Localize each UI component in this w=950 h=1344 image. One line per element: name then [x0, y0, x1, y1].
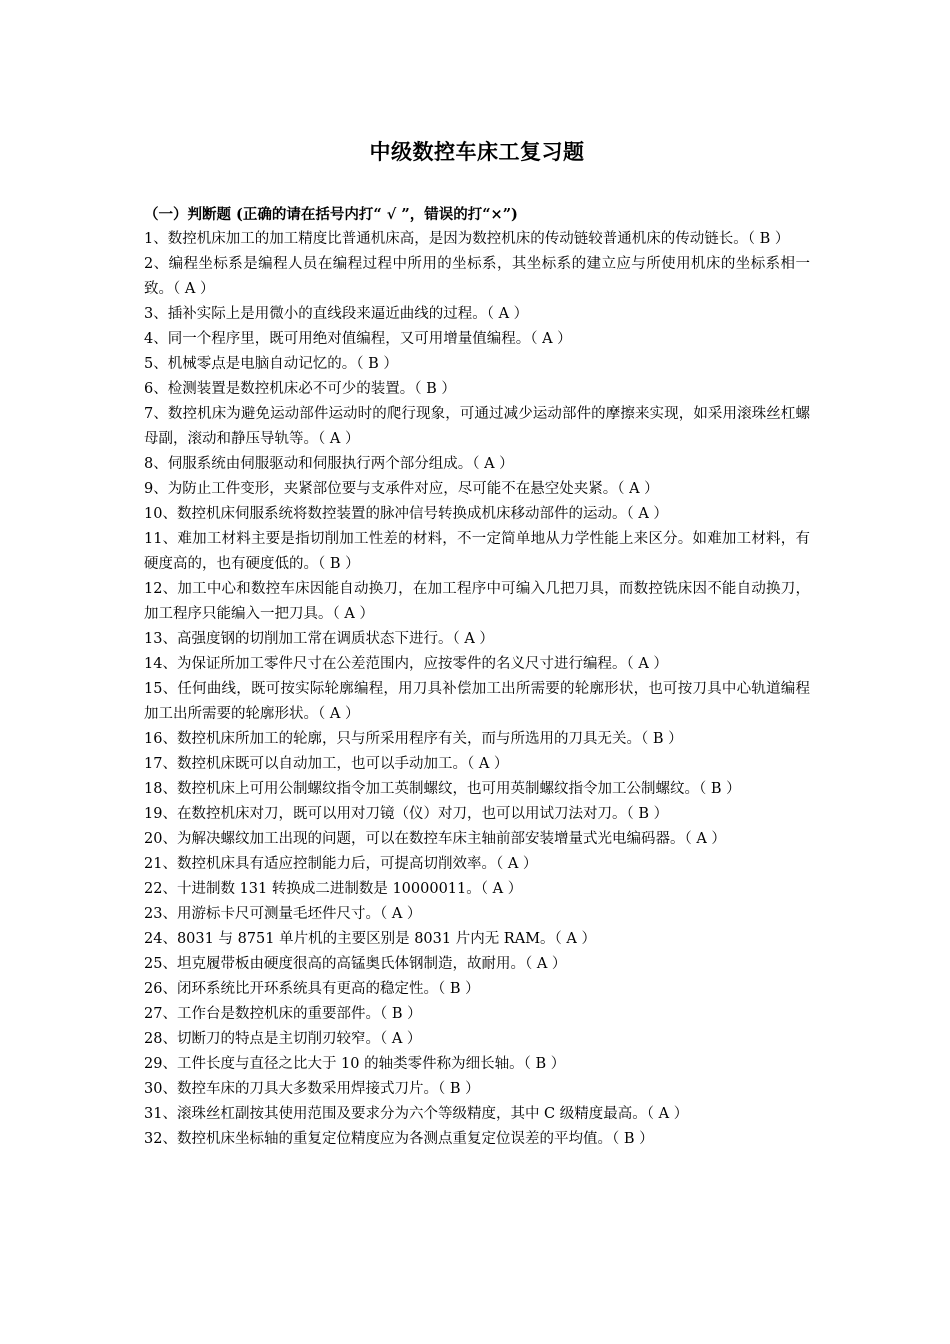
question-text: 24、8031 与 8751 单片机的主要区别是 8031 片内无 RAM。（ [144, 931, 562, 947]
question-answer: A [507, 856, 519, 872]
question-item [144, 777, 810, 802]
question-answer: A [566, 931, 577, 947]
question-text: 6、检测装置是数控机床必不可少的装置。（ [144, 381, 422, 397]
question-answer: B [449, 981, 461, 997]
question-answer: A [484, 456, 495, 472]
question-answer: B [535, 1056, 547, 1072]
question-answer: A [492, 881, 504, 897]
answer-close-paren: ） [663, 731, 683, 747]
answer-close-paren: ） [706, 831, 726, 847]
question-item [144, 627, 810, 652]
question-item [144, 1002, 810, 1027]
question-text: 25、坦克履带板由硬度很高的高锰奥氏体钢制造，故耐用。（ [144, 956, 533, 972]
question-item [144, 577, 810, 627]
question-answer: B [449, 1081, 461, 1097]
answer-close-paren: ） [639, 481, 659, 497]
question-answer: B [710, 781, 722, 797]
answer-close-paren: ） [770, 231, 790, 247]
question-text: 20、为解决螺纹加工出现的问题，可以在数控车床主轴前部安装增量式光电编码器。（ [144, 831, 692, 847]
question-answer: A [629, 481, 640, 497]
question-text: 18、数控机床上可用公制螺纹指令加工英制螺纹，也可用英制螺纹指令加工公制螺纹。（ [144, 781, 707, 797]
answer-close-paren: ） [518, 856, 538, 872]
question-text: 23、用游标卡尺可测量毛坯件尺寸。（ [144, 906, 388, 922]
answer-close-paren: ） [354, 606, 374, 622]
answer-close-paren: ） [436, 381, 456, 397]
answer-close-paren: ） [340, 706, 360, 722]
question-item [144, 252, 810, 302]
question-item [144, 952, 810, 977]
question-item [144, 902, 810, 927]
question-item [144, 827, 810, 852]
question-text: 2、编程坐标系是编程人员在编程过程中所用的坐标系，其坐标系的建立应与所使用机床的坐标系相一致。（ [144, 256, 810, 297]
question-answer: A [536, 956, 548, 972]
question-text: 19、在数控机床对刀，既可以用对刀镜（仪）对刀，也可以用试刀法对刀。（ [144, 806, 634, 822]
question-answer: A [542, 331, 553, 347]
answer-close-paren: ） [552, 331, 572, 347]
question-answer: B [391, 1006, 403, 1022]
question-item [144, 402, 810, 452]
question-text: 14、为保证所加工零件尺寸在公差范围内，应按零件的名义尺寸进行编程。（ [144, 656, 634, 672]
question-text: 7、数控机床为避免运动部件运动时的爬行现象，可通过减少运动部件的摩擦来实现，如采用滚珠丝杠螺母副，滚动和静压导轨等。（ [144, 406, 810, 447]
question-item [144, 1077, 810, 1102]
question-text: 13、高强度钢的切削加工常在调质状态下进行。（ [144, 631, 460, 647]
question-item [144, 877, 810, 902]
question-answer: A [638, 506, 649, 522]
question-item [144, 802, 810, 827]
question-item [144, 527, 810, 577]
question-item [144, 852, 810, 877]
question-text: 15、任何曲线，既可按实际轮廓编程，用刀具补偿加工出所需要的轮廓形状，也可按刀具中心轨道编程加工出所需要的轮廓形状。（ [144, 681, 810, 722]
question-text: 28、切断刀的特点是主切削刃较窄。（ [144, 1031, 388, 1047]
question-item [144, 452, 810, 477]
question-text: 22、十进制数 131 转换成二进制数是 10000011。（ [144, 881, 489, 897]
question-answer: B [652, 731, 664, 747]
answer-close-paren: ） [402, 1031, 422, 1047]
question-text: 9、为防止工件变形，夹紧部位要与支承件对应，尽可能不在悬空处夹紧。（ [144, 481, 625, 497]
answer-close-paren: ） [489, 756, 509, 772]
question-item [144, 327, 810, 352]
question-answer: B [329, 556, 341, 572]
answer-close-paren: ） [460, 1081, 480, 1097]
question-answer: A [391, 906, 403, 922]
question-answer: B [638, 806, 649, 822]
answer-close-paren: ） [494, 456, 514, 472]
document-page [144, 0, 810, 1152]
question-answer: A [464, 631, 475, 647]
question-text: 29、工件长度与直径之比大于 10 的轴类零件称为细长轴。（ [144, 1056, 531, 1072]
question-text: 16、数控机床所加工的轮廓，只与所采用程序有关，而与所选用的刀具无关。（ [144, 731, 649, 747]
question-text: 31、滚珠丝杠副按其使用范围及要求分为六个等级精度，其中 C 级精度最高。（ [144, 1106, 655, 1122]
question-text: 5、机械零点是电脑自动记忆的。（ [144, 356, 364, 372]
question-text: 26、闭环系统比开环系统具有更高的稳定性。（ [144, 981, 446, 997]
answer-close-paren: ） [669, 1106, 689, 1122]
question-answer: A [344, 606, 355, 622]
question-text: 11、难加工材料主要是指切削加工性差的材料，不一定简单地从力学性能上来区分。如难加工材料，有硬度高的，也有硬度低的。（ [144, 531, 810, 572]
question-text: 21、数控机床具有适应控制能力后，可提高切削效率。（ [144, 856, 504, 872]
question-item [144, 477, 810, 502]
answer-close-paren: ） [634, 1131, 654, 1147]
question-item [144, 1027, 810, 1052]
answer-close-paren: ） [547, 956, 567, 972]
question-text: 27、工作台是数控机床的重要部件。（ [144, 1006, 388, 1022]
answer-close-paren: ） [340, 431, 360, 447]
answer-close-paren: ） [474, 631, 494, 647]
question-text: 32、数控机床坐标轴的重复定位精度应为各测点重复定位误差的平均值。（ [144, 1131, 620, 1147]
question-answer: A [478, 756, 490, 772]
question-item [144, 1127, 810, 1152]
answer-close-paren: ） [340, 556, 360, 572]
question-item [144, 502, 810, 527]
question-answer: A [184, 281, 196, 297]
answer-close-paren: ） [546, 1056, 566, 1072]
question-answer: B [623, 1131, 635, 1147]
answer-close-paren: ） [648, 506, 668, 522]
answer-close-paren: ） [721, 781, 741, 797]
answer-close-paren: ） [195, 281, 215, 297]
question-item [144, 352, 810, 377]
answer-close-paren: ） [509, 306, 529, 322]
question-answer: B [759, 231, 771, 247]
question-item [144, 977, 810, 1002]
answer-close-paren: ） [378, 356, 398, 372]
question-text: 1、数控机床加工的加工精度比普通机床高，是因为数控机床的传动链较普通机床的传动链长。（ [144, 231, 755, 247]
question-text: 17、数控机床既可以自动加工，也可以手动加工。（ [144, 756, 475, 772]
question-item [144, 302, 810, 327]
question-answer: A [498, 306, 510, 322]
answer-close-paren: ） [503, 881, 523, 897]
question-answer: A [638, 656, 649, 672]
question-answer: B [368, 356, 379, 372]
question-answer: A [658, 1106, 670, 1122]
question-item [144, 752, 810, 777]
question-list [144, 227, 810, 1152]
question-text: 3、插补实际上是用微小的直线段来逼近曲线的过程。（ [144, 306, 494, 322]
question-item [144, 227, 810, 252]
question-item [144, 377, 810, 402]
question-answer: A [391, 1031, 403, 1047]
question-answer: A [696, 831, 707, 847]
question-text: 8、伺服系统由伺服驱动和伺服执行两个部分组成。（ [144, 456, 480, 472]
question-item [144, 927, 810, 952]
question-item [144, 1102, 810, 1127]
question-text: 4、同一个程序里，既可用绝对值编程，又可用增量值编程。（ [144, 331, 538, 347]
question-text: 12、加工中心和数控车床因能自动换刀，在加工程序中可编入几把刀具，而数控铣床因不能自动换刀，加工程序只能编入一把刀具。（ [144, 581, 810, 622]
question-item [144, 677, 810, 727]
question-item [144, 1052, 810, 1077]
answer-close-paren: ） [402, 906, 422, 922]
question-text: 10、数控机床伺服系统将数控装置的脉冲信号转换成机床移动部件的运动。（ [144, 506, 634, 522]
answer-close-paren: ） [648, 806, 669, 822]
document-title: 中级数控车床工复习题 [369, 139, 585, 164]
question-answer: A [329, 706, 341, 722]
question-text: 30、数控车床的刀具大多数采用焊接式刀片。（ [144, 1081, 446, 1097]
question-answer: B [426, 381, 437, 397]
answer-close-paren: ） [402, 1006, 422, 1022]
answer-close-paren: ） [460, 981, 480, 997]
answer-close-paren: ） [648, 656, 668, 672]
answer-close-paren: ） [576, 931, 596, 947]
question-item [144, 727, 810, 752]
question-answer: A [329, 431, 341, 447]
question-item [144, 652, 810, 677]
section-heading: （一）判断题 (正确的请在括号内打“ √ ”，错误的打“×”) [144, 206, 518, 223]
